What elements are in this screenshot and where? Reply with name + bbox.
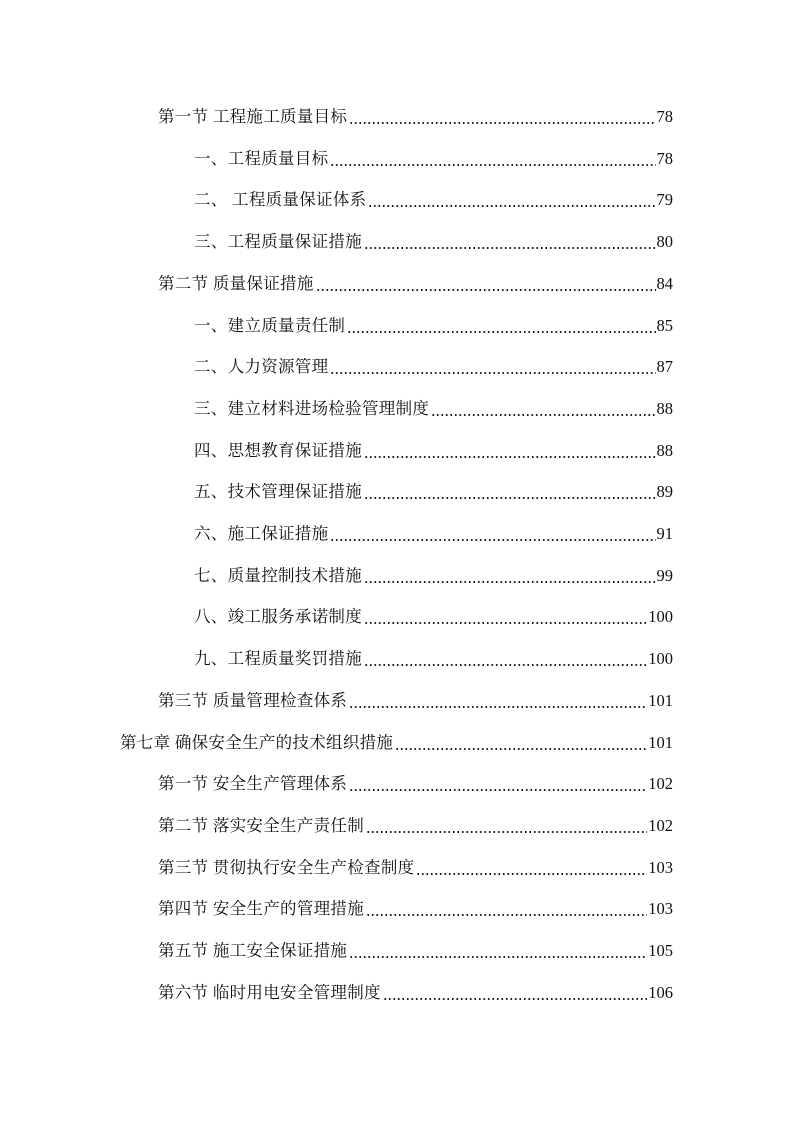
- toc-entry-title: 九、工程质量奖罚措施: [194, 649, 362, 669]
- dot-leader: [349, 938, 647, 964]
- toc-entry-title: 第七章 确保安全生产的技术组织措施: [120, 732, 394, 752]
- toc-entry-title: 第四节 安全生产的管理措施: [158, 899, 365, 919]
- dot-leader: [364, 604, 647, 630]
- toc-entry-title: 三、建立材料进场检验管理制度: [194, 398, 430, 418]
- toc-entry-title: 第六节 临时用电安全管理制度: [158, 982, 381, 1002]
- toc-entry-section[interactable]: [158, 855, 673, 881]
- toc-entry-item[interactable]: [194, 479, 673, 505]
- toc-entry-item[interactable]: [194, 187, 673, 213]
- dot-leader: [383, 980, 647, 1006]
- dot-leader: [431, 396, 655, 422]
- toc-entry-title: 四、思想教育保证措施: [194, 440, 362, 460]
- dot-leader: [364, 646, 647, 672]
- toc-entry-item[interactable]: [194, 313, 673, 339]
- dot-leader: [349, 688, 647, 714]
- toc-entry-item[interactable]: [194, 604, 673, 630]
- toc-entry-item[interactable]: [194, 521, 673, 547]
- toc-entry-item[interactable]: [194, 396, 673, 422]
- toc-entry-title: 二、 工程质量保证体系: [194, 190, 367, 210]
- dot-leader: [364, 438, 656, 464]
- toc-entry-title: 第一节 工程施工质量目标: [158, 107, 348, 126]
- toc-entry-section[interactable]: [158, 980, 673, 1006]
- dot-leader: [416, 855, 647, 881]
- toc-entry-page: 105: [648, 941, 673, 960]
- dot-leader: [364, 229, 656, 255]
- toc-entry-section[interactable]: [158, 813, 673, 839]
- toc-entry-title: 一、工程质量目标: [194, 148, 329, 168]
- toc-entry-page: 100: [648, 607, 673, 627]
- toc-entry-page: 103: [648, 857, 673, 877]
- dot-leader: [368, 187, 655, 213]
- toc-entry-chapter[interactable]: [120, 730, 673, 756]
- toc-entry-title: 第二节 质量保证措施: [158, 273, 314, 293]
- toc-entry-page: 78: [656, 148, 673, 168]
- toc-entry-page: 101: [648, 732, 673, 752]
- toc-entry-item[interactable]: [194, 146, 673, 172]
- toc-entry-title: 第三节 贯彻执行安全生产检查制度: [158, 857, 415, 877]
- dot-leader: [364, 479, 656, 505]
- dot-leader: [395, 730, 647, 756]
- toc-entry-title: 七、质量控制技术措施: [194, 565, 362, 585]
- toc-entry-title: 六、施工保证措施: [194, 524, 329, 543]
- toc-entry-page: 78: [656, 107, 673, 126]
- dot-leader: [316, 271, 656, 297]
- toc-entry-section[interactable]: [158, 938, 673, 964]
- toc-entry-page: 106: [648, 982, 673, 1002]
- toc-entry-page: 91: [656, 524, 673, 543]
- toc-entry-page: 100: [648, 649, 673, 669]
- toc-entry-title: 三、工程质量保证措施: [194, 232, 362, 252]
- toc-entry-section[interactable]: [158, 104, 673, 130]
- dot-leader: [330, 146, 655, 172]
- toc-entry-title: 第五节 施工安全保证措施: [158, 941, 348, 960]
- toc-entry-item[interactable]: [194, 229, 673, 255]
- toc-entry-title: 五、技术管理保证措施: [194, 482, 362, 502]
- dot-leader: [366, 896, 647, 922]
- dot-leader: [347, 313, 655, 339]
- toc-entry-section[interactable]: [158, 688, 673, 714]
- toc-entry-page: 88: [656, 440, 673, 460]
- dot-leader: [330, 354, 655, 380]
- toc-entry-title: 二、人力资源管理: [194, 357, 329, 377]
- toc-entry-page: 102: [648, 815, 673, 835]
- toc-entry-title: 第一节 安全生产管理体系: [158, 774, 348, 794]
- toc-entry-page: 99: [656, 565, 673, 585]
- toc-entry-page: 87: [656, 357, 673, 377]
- toc-entry-item[interactable]: [194, 438, 673, 464]
- toc-entry-title: 一、建立质量责任制: [194, 315, 346, 335]
- toc-entry-page: 80: [656, 232, 673, 252]
- toc-entry-page: 102: [648, 774, 673, 794]
- dot-leader: [349, 771, 647, 797]
- toc-entry-section[interactable]: [158, 271, 673, 297]
- toc-entry-section[interactable]: [158, 896, 673, 922]
- toc-entry-page: 103: [648, 899, 673, 919]
- toc-entry-item[interactable]: [194, 646, 673, 672]
- toc-entry-item[interactable]: [194, 563, 673, 589]
- toc-entry-item[interactable]: [194, 354, 673, 380]
- toc-entry-title: 八、竣工服务承诺制度: [194, 607, 362, 627]
- toc-entry-page: 79: [656, 190, 673, 210]
- toc-entry-page: 85: [656, 315, 673, 335]
- toc-entry-page: 89: [656, 482, 673, 502]
- dot-leader: [364, 563, 656, 589]
- dot-leader: [349, 104, 655, 130]
- toc-entry-title: 第二节 落实安全生产责任制: [158, 815, 365, 835]
- dot-leader: [330, 521, 655, 547]
- toc-entry-page: 101: [648, 690, 673, 710]
- toc-entry-page: 84: [656, 273, 673, 293]
- toc-entry-title: 第三节 质量管理检查体系: [158, 690, 348, 710]
- toc-entry-page: 88: [656, 398, 673, 418]
- toc-entry-section[interactable]: [158, 771, 673, 797]
- dot-leader: [366, 813, 647, 839]
